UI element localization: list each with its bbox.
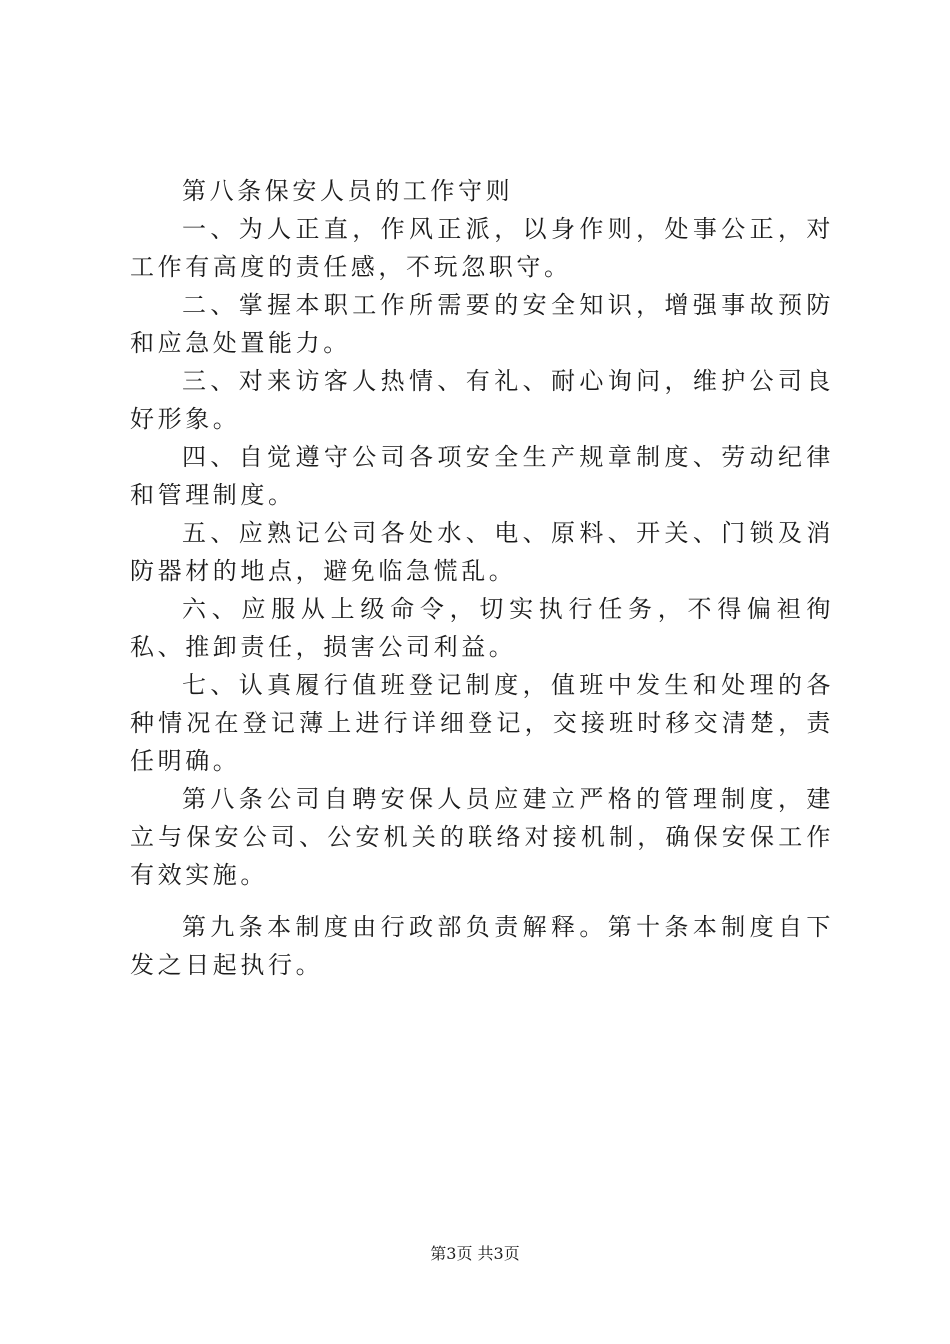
document-body <box>130 172 834 984</box>
paragraph-rule-6: 六、应服从上级命令，切实执行任务，不得偏袒徇私、推卸责任，损害公司利益。 <box>130 595 834 661</box>
page-number-label: 第3页 共3页 <box>430 1244 520 1263</box>
paragraph-article9-10: 第九条本制度由行政部负责解释。第十条本制度自下发之日起执行。 <box>130 913 834 979</box>
paragraph-rule-5: 五、应熟记公司各处水、电、原料、开关、门锁及消防器材的地点，避免临急慌乱。 <box>130 519 834 585</box>
paragraph-rule-3: 三、对来访客人热情、有礼、耐心询问，维护公司良好形象。 <box>130 367 834 433</box>
paragraph-article8-management: 第八条公司自聘安保人员应建立严格的管理制度，建立与保安公司、公安机关的联络对接机制，确保安保工作有效实施。 <box>130 785 834 889</box>
paragraph-rule-1: 一、为人正直，作风正派，以身作则，处事公正，对工作有高度的责任感，不玩忽职守。 <box>130 215 834 281</box>
paragraph-article8-title: 第八条保安人员的工作守则 <box>182 177 514 205</box>
paragraph-rule-2: 二、掌握本职工作所需要的安全知识，增强事故预防和应急处置能力。 <box>130 291 834 357</box>
paragraph-rule-4: 四、自觉遵守公司各项安全生产规章制度、劳动纪律和管理制度。 <box>130 443 834 509</box>
paragraph-rule-7: 七、认真履行值班登记制度，值班中发生和处理的各种情况在登记薄上进行详细登记，交接班时移交清楚，责任明确。 <box>130 671 834 775</box>
page-footer <box>0 1244 950 1264</box>
